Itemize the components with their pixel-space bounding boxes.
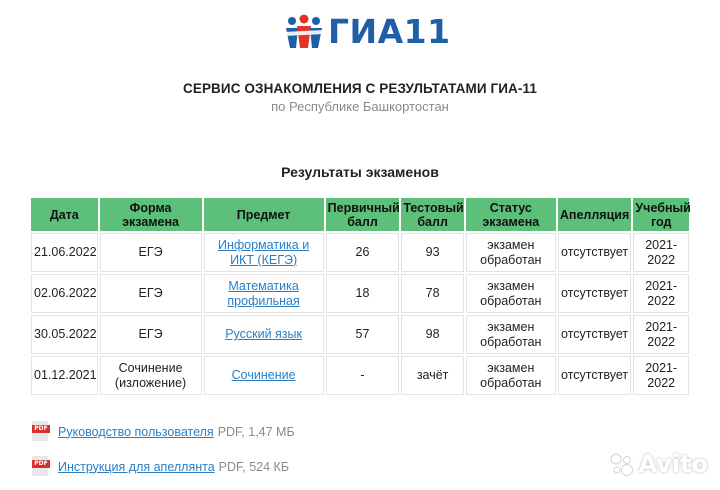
cell-appeal: отсутствует (558, 315, 632, 354)
table-row (31, 356, 689, 395)
subject-link[interactable]: Информатика и ИКТ (КЕГЭ) (217, 237, 310, 267)
column-header-primary-score: Первичный балл (326, 198, 400, 231)
cell-year: 2021-2022 (633, 233, 689, 272)
column-header-test-score: Тестовый балл (401, 198, 464, 231)
cell-test-score: 78 (401, 274, 464, 313)
subject-link[interactable]: Сочинение (231, 368, 296, 382)
table-row (31, 315, 689, 354)
page-title: СЕРВИС ОЗНАКОМЛЕНИЯ С РЕЗУЛЬТАТАМИ ГИА-11 (183, 81, 537, 96)
cell-form: ЕГЭ (100, 274, 202, 313)
cell-primary-score: 18 (326, 274, 400, 313)
cell-year: 2021-2022 (633, 315, 689, 354)
cell-year: 2021-2022 (633, 356, 689, 395)
column-header-appeal: Апелляция (558, 198, 632, 231)
table-row (31, 274, 689, 313)
cell-test-score: зачёт (401, 356, 464, 395)
table-row (31, 233, 689, 272)
pdf-icon: PDF (32, 456, 50, 477)
cell-subject (204, 274, 324, 313)
gia11-logo (284, 12, 451, 52)
cell-status: экзамен обработан (466, 274, 556, 313)
cell-form: ЕГЭ (100, 233, 202, 272)
column-header-year: Учебный год (633, 198, 689, 231)
document-meta: PDF, 524 КБ (218, 459, 290, 474)
cell-appeal: отсутствует (558, 233, 632, 272)
appellant-instructions-link[interactable]: Инструкция для апеллянта (58, 459, 215, 474)
cell-primary-score: 26 (326, 233, 400, 272)
cell-test-score: 98 (401, 315, 464, 354)
cell-date: 30.05.2022 (31, 315, 98, 354)
cell-primary-score: - (326, 356, 400, 395)
column-header-subject: Предмет (204, 198, 324, 231)
cell-date: 01.12.2021 (31, 356, 98, 395)
avito-dots-icon (608, 451, 634, 477)
column-header-status: Статус экзамена (466, 198, 556, 231)
cell-test-score: 93 (401, 233, 464, 272)
document-item-appellant-instructions (32, 456, 289, 477)
avito-watermark (608, 450, 708, 478)
user-guide-link[interactable]: Руководство пользователя (58, 424, 214, 439)
cell-primary-score: 57 (326, 315, 400, 354)
subject-link[interactable]: Математика профильная (227, 278, 300, 308)
cell-form: Сочинение (изложение) (100, 356, 202, 395)
cell-appeal: отсутствует (558, 356, 632, 395)
results-heading: Результаты экзаменов (281, 164, 439, 180)
logo-text: ГИА11 (328, 12, 451, 51)
table-header-row (31, 198, 689, 231)
cell-subject (204, 356, 324, 395)
cell-date: 02.06.2022 (31, 274, 98, 313)
people-logo-icon (284, 14, 324, 50)
cell-form: ЕГЭ (100, 315, 202, 354)
cell-status: экзамен обработан (466, 233, 556, 272)
page-subtitle: по Республике Башкортостан (271, 99, 449, 114)
cell-appeal: отсутствует (558, 274, 632, 313)
column-header-date: Дата (31, 198, 98, 231)
cell-date: 21.06.2022 (31, 233, 98, 272)
watermark-text: Avito (638, 450, 708, 478)
document-meta: PDF, 1,47 МБ (217, 424, 295, 439)
cell-subject (204, 233, 324, 272)
cell-status: экзамен обработан (466, 356, 556, 395)
cell-year: 2021-2022 (633, 274, 689, 313)
subject-link[interactable]: Русский язык (225, 327, 302, 341)
column-header-form: Форма экзамена (100, 198, 202, 231)
results-table (29, 196, 691, 397)
document-item-user-guide (32, 421, 295, 442)
pdf-icon: PDF (32, 421, 50, 442)
cell-status: экзамен обработан (466, 315, 556, 354)
cell-subject (204, 315, 324, 354)
